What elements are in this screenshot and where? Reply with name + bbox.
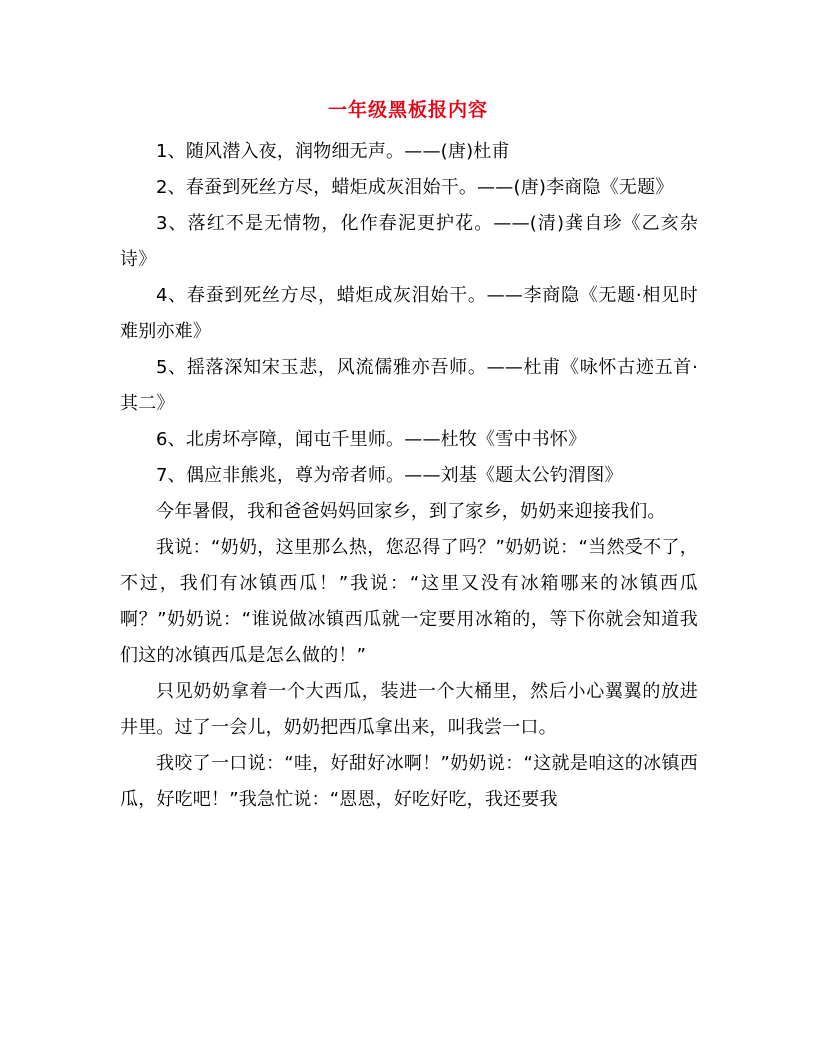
paragraph-11: 我咬了一口说：“哇，好甜好冰啊！”奶奶说：“这就是咱这的冰镇西瓜，好吃吧！”我急忙说：“恩恩，好吃好吃，我还要我 <box>120 753 698 810</box>
paragraph-5: 5、摇落深知宋玉悲，风流儒雅亦吾师。——杜甫《咏怀古迹五首·其二》 <box>120 357 698 414</box>
paragraph-3: 3、落红不是无情物，化作春泥更护花。——(清)龚自珍《乙亥杂诗》 <box>120 213 698 270</box>
paragraph-10: 只见奶奶拿着一个大西瓜，装进一个大桶里，然后小心翼翼的放进井里。过了一会儿，奶奶把西瓜拿出来，叫我尝一口。 <box>120 681 698 738</box>
paragraph-7: 7、偶应非熊兆，尊为帝者师。——刘基《题太公钓渭图》 <box>156 465 623 486</box>
paragraph-9: 我说：“奶奶，这里那么热，您忍得了吗？”奶奶说：“当然受不了，不过，我们有冰镇西瓜！”我说：“这里又没有冰箱哪来的冰镇西瓜啊？”奶奶说：“谁说做冰镇西瓜就一定要用冰箱的，等下你就会知道我们这的冰镇西瓜是怎么做的！” <box>120 537 698 666</box>
paragraph-4: 4、春蚕到死丝方尽，蜡炬成灰泪始干。——李商隐《无题·相见时难别亦难》 <box>120 285 698 342</box>
paragraph-1: 1、随风潜入夜，润物细无声。——(唐)杜甫 <box>156 141 510 162</box>
paragraph-2: 2、春蚕到死丝方尽，蜡炬成灰泪始干。——(唐)李商隐《无题》 <box>156 177 674 198</box>
paragraph-8: 今年暑假，我和爸爸妈妈回家乡，到了家乡，奶奶来迎接我们。 <box>156 501 666 522</box>
document-body <box>120 134 698 818</box>
document-title: 一年级黑板报内容 <box>327 99 488 121</box>
paragraph-6: 6、北虏坏亭障，闻屯千里师。——杜牧《雪中书怀》 <box>156 429 587 450</box>
